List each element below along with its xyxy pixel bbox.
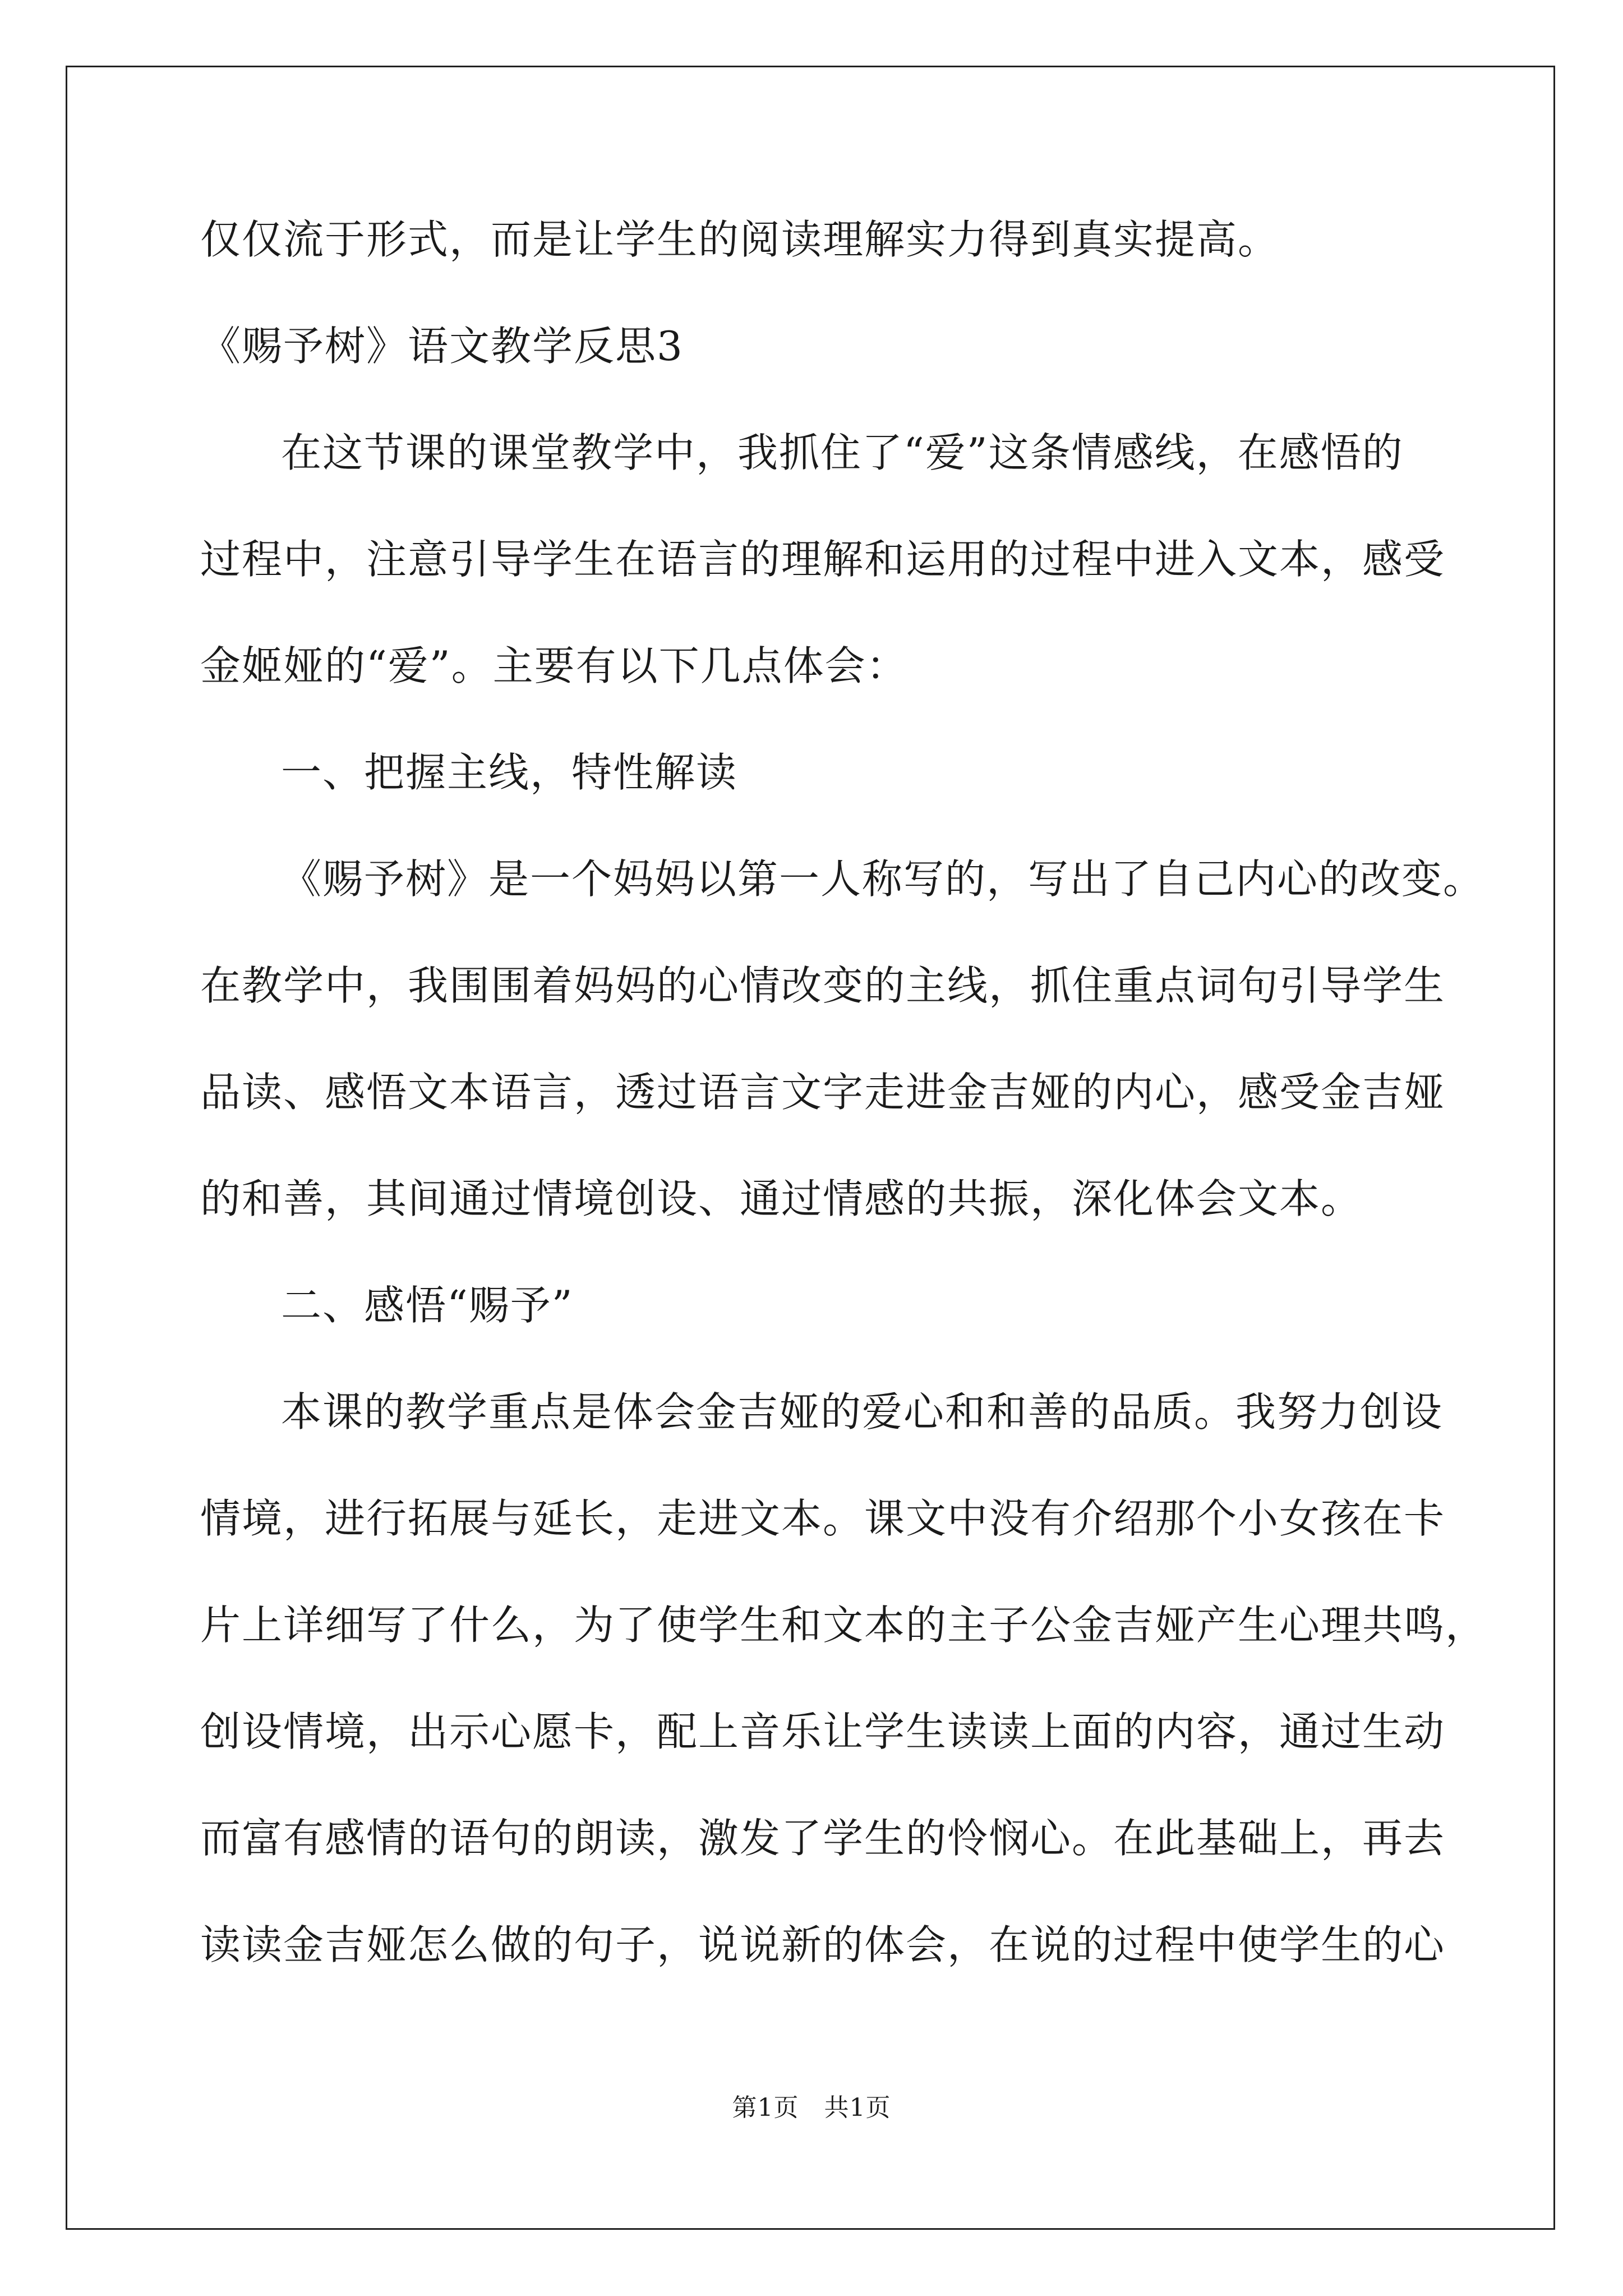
text-line: 片上详细写了什么，为了使学生和文本的主子公金吉娅产生心理共鸣，	[200, 1602, 1487, 1649]
text-line: 情境，进行拓展与延长，走进文本。课文中没有介绍那个小女孩在卡	[200, 1495, 1446, 1542]
text-line: 在这节课的课堂教学中，我抓住了“爱”这条情感线，在感悟的	[281, 429, 1404, 476]
text-line: 读读金吉娅怎么做的句子，说说新的体会，在说的过程中使学生的心	[200, 1921, 1446, 1968]
subheading: 二、感悟“赐予”	[281, 1282, 574, 1329]
text-line: 而富有感情的语句的朗读，激发了学生的怜悯心。在此基础上，再去	[200, 1815, 1446, 1862]
text-line: 创设情境，出示心愿卡，配上音乐让学生读读上面的内容，通过生动	[200, 1708, 1446, 1755]
text-line: 的和善，其间通过情境创设、通过情感的共振，深化体会文本。	[200, 1175, 1363, 1222]
text-line: 《赐予树》是一个妈妈以第一人称写的，写出了自己内心的改变。	[281, 855, 1485, 903]
text-line: 在教学中，我围围着妈妈的心情改变的主线，抓住重点词句引导学生	[200, 962, 1446, 1009]
section-title: 《赐予树》语文教学反思3	[200, 323, 684, 370]
document-body	[200, 213, 1487, 2025]
text-line: 过程中，注意引导学生在语言的理解和运用的过程中进入文本，感受	[200, 536, 1446, 583]
text-line: 仅仅流于形式，而是让学生的阅读理解实力得到真实提高。	[200, 216, 1280, 263]
page-footer: 第1页 共1页	[732, 2093, 891, 2122]
text-line: 金姬娅的“爱”。主要有以下几点体会：	[200, 642, 908, 689]
text-line: 本课的教学重点是体会金吉娅的爱心和和善的品质。我努力创设	[281, 1388, 1444, 1435]
text-line: 品读、感悟文本语言，透过语言文字走进金吉娅的内心，感受金吉娅	[200, 1069, 1446, 1116]
subheading: 一、把握主线，特性解读	[281, 749, 738, 796]
